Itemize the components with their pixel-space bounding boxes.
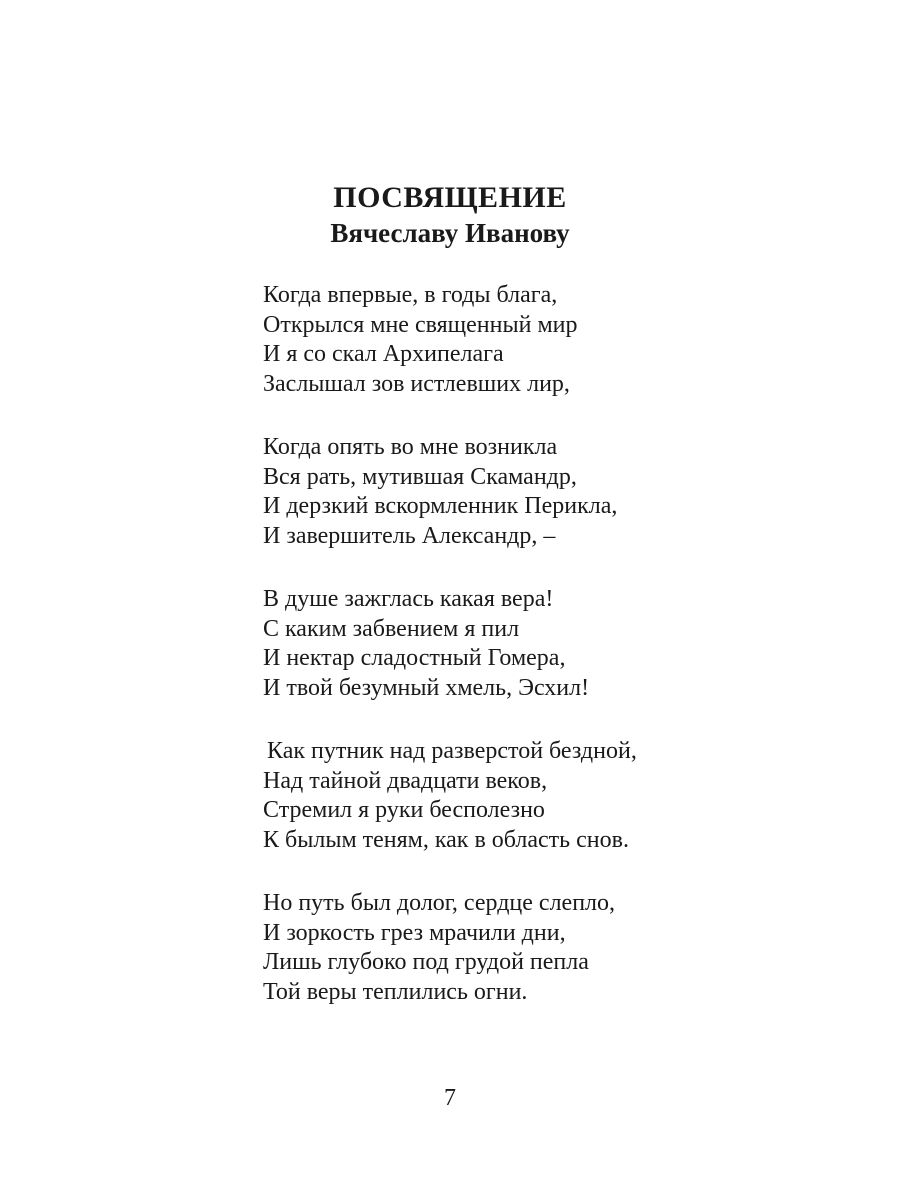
verse-line: С каким забвением я пил	[263, 615, 520, 642]
verse-line: Как путник над разверстой бездной,	[267, 738, 637, 764]
stanza	[263, 281, 863, 399]
verse-line: И зоркость грез мрачили дни,	[263, 919, 566, 946]
verse-line: Стремил я руки бесполезно	[263, 797, 545, 823]
verse-line: Над тайной двадцати веков,	[263, 767, 548, 794]
stanza	[263, 737, 863, 855]
verse-line: Той веры теплились огни.	[263, 978, 528, 1005]
poem-body	[263, 281, 863, 1041]
verse-line: И нектар сладостный Гомера,	[263, 645, 566, 671]
verse-line: Заслышал зов истлевших лир,	[263, 370, 570, 397]
verse-line: Когда впервые, в годы блага,	[263, 282, 558, 308]
verse-line: Когда опять во мне возникла	[263, 434, 558, 460]
poem-dedication: Вячеславу Иванову	[330, 218, 570, 248]
stanza	[263, 433, 863, 551]
verse-line: К былым теням, как в область снов.	[263, 826, 629, 853]
stanza	[263, 585, 863, 703]
stanza	[263, 889, 863, 1007]
verse-line: И твой безумный хмель, Эсхил!	[263, 674, 590, 701]
page-number: 7	[444, 1085, 456, 1111]
verse-line: И завершитель Александр, –	[263, 522, 556, 549]
verse-line: В душе зажглась какая вера!	[263, 586, 554, 612]
verse-line: И я со скал Архипелага	[263, 341, 504, 367]
verse-line: Вся рать, мутившая Скамандр,	[263, 463, 577, 490]
poem-title: ПОСВЯЩЕНИЕ	[333, 181, 567, 214]
verse-line: Открылся мне священный мир	[263, 311, 578, 338]
verse-line: И дерзкий вскормленник Перикла,	[263, 493, 618, 519]
verse-line: Но путь был долог, сердце слепло,	[263, 890, 616, 916]
verse-line: Лишь глубоко под грудой пепла	[263, 949, 589, 975]
